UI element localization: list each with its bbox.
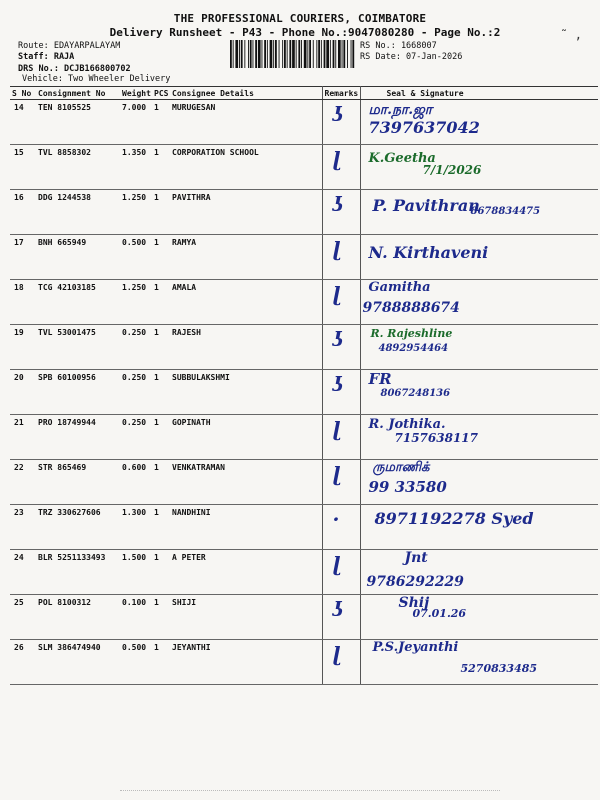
row-consignee: PAVITHRA — [170, 190, 322, 235]
row-consignee: SUBBULAKSHMI — [170, 370, 322, 415]
handwritten-signature: Jnt — [404, 550, 428, 566]
row-consignee: GOPINATH — [170, 415, 322, 460]
row-consignment-no: TVL 53001475 — [36, 325, 120, 370]
row-consignment-no: TVL 8858302 — [36, 145, 120, 190]
col-header-consignee: Consignee Details — [170, 87, 322, 100]
row-sno: 16 — [10, 190, 36, 235]
handwritten-note: 99 33580 — [368, 478, 447, 496]
handwritten-signature: Shij — [398, 595, 430, 611]
row-sno: 19 — [10, 325, 36, 370]
row-remarks — [322, 550, 360, 595]
row-remarks — [322, 190, 360, 235]
row-sno: 26 — [10, 640, 36, 685]
row-consignee: NANDHINI — [170, 505, 322, 550]
col-header-pcs: PCS — [154, 88, 169, 98]
row-sno: 24 — [10, 550, 36, 595]
table-row — [10, 235, 598, 280]
row-pcs: 1 — [152, 505, 170, 550]
row-consignment-no: POL 8100312 — [36, 595, 120, 640]
table-row — [10, 280, 598, 325]
handwritten-note: 8678834475 — [470, 206, 541, 217]
row-weight: 0.500 — [120, 235, 152, 280]
corner-tick-mark: ˜ , — [560, 28, 582, 42]
row-remarks — [322, 460, 360, 505]
remark-tick-mark: ʖ — [332, 327, 344, 351]
col-header-signature: Seal & Signature — [360, 87, 598, 100]
page-footer-line — [120, 790, 500, 797]
delivery-table — [10, 86, 598, 685]
col-header-sno: S No — [10, 87, 36, 100]
row-consignment-no: SLM 386474940 — [36, 640, 120, 685]
row-signature — [360, 640, 598, 685]
row-consignee: VENKATRAMAN — [170, 460, 322, 505]
rs-date: RS Date: 07-Jan-2026 — [360, 52, 463, 62]
staff-label: Staff: RAJA — [18, 52, 75, 62]
row-remarks — [322, 235, 360, 280]
row-remarks — [322, 100, 360, 145]
row-signature — [360, 280, 598, 325]
row-consignee: CORPORATION SCHOOL — [170, 145, 322, 190]
row-sno: 14 — [10, 100, 36, 145]
remark-tick-mark: ɭ — [332, 462, 341, 486]
row-remarks — [322, 325, 360, 370]
row-consignment-no: SPB 60100956 — [36, 370, 120, 415]
row-pcs: 1 — [152, 595, 170, 640]
handwritten-signature: K.Geetha — [368, 151, 436, 166]
remark-tick-mark: ʖ — [332, 192, 344, 216]
rs-number: RS No.: 1668007 — [360, 41, 437, 51]
row-consignee: MURUGESAN — [170, 100, 322, 145]
row-consignment-no: BLR 5251133493 — [36, 550, 120, 595]
handwritten-signature: 8971192278 Syed — [374, 509, 534, 528]
table-row — [10, 415, 598, 460]
handwritten-note: 7397637042 — [368, 118, 480, 137]
handwritten-note: 07.01.26 — [412, 607, 467, 620]
row-sno: 18 — [10, 280, 36, 325]
handwritten-signature: Gamitha — [368, 280, 431, 295]
row-sno: 17 — [10, 235, 36, 280]
row-consignee: RAJESH — [170, 325, 322, 370]
row-signature — [360, 325, 598, 370]
row-weight: 0.250 — [120, 415, 152, 460]
row-weight: 1.250 — [120, 280, 152, 325]
row-signature — [360, 460, 598, 505]
row-pcs: 1 — [152, 235, 170, 280]
remark-tick-mark: ɭ — [332, 282, 341, 306]
handwritten-note: 7/1/2026 — [422, 163, 482, 177]
row-consignment-no: PRO 18749944 — [36, 415, 120, 460]
table-row — [10, 550, 598, 595]
remark-tick-mark: ʖ — [332, 102, 344, 126]
row-weight: 1.300 — [120, 505, 152, 550]
row-pcs: 1 — [152, 370, 170, 415]
row-pcs: 1 — [152, 280, 170, 325]
handwritten-note: 4892954464 — [378, 343, 449, 354]
row-sno: 23 — [10, 505, 36, 550]
row-pcs: 1 — [152, 325, 170, 370]
route-label: Route: EDAYARPALAYAM — [18, 41, 121, 51]
handwritten-signature: P. Pavithran — [372, 196, 480, 215]
row-pcs: 1 — [152, 640, 170, 685]
company-title: THE PROFESSIONAL COURIERS, COIMBATORE — [173, 12, 427, 25]
row-pcs: 1 — [152, 190, 170, 235]
row-signature — [360, 235, 598, 280]
handwritten-signature: FR — [368, 370, 392, 388]
row-signature — [360, 100, 598, 145]
row-weight: 0.500 — [120, 640, 152, 685]
row-consignment-no: TCG 42103185 — [36, 280, 120, 325]
table-row — [10, 460, 598, 505]
remark-tick-mark: · — [332, 507, 340, 531]
handwritten-note: 5270833485 — [460, 662, 538, 675]
remark-tick-mark: ɭ — [332, 237, 341, 261]
remark-tick-mark: ɭ — [332, 147, 341, 171]
table-row — [10, 325, 598, 370]
table-row — [10, 640, 598, 685]
remark-tick-mark: ʖ — [332, 597, 344, 621]
table-header-row — [10, 87, 598, 100]
row-remarks — [322, 640, 360, 685]
row-remarks — [322, 505, 360, 550]
row-weight: 0.100 — [120, 595, 152, 640]
handwritten-note: 7157638117 — [394, 431, 478, 445]
row-sno: 22 — [10, 460, 36, 505]
table-row — [10, 190, 598, 235]
row-consignment-no: STR 865469 — [36, 460, 120, 505]
row-consignee: A PETER — [170, 550, 322, 595]
runsheet-subtitle: Delivery Runsheet - P43 - Phone No.:9047080280 - Page No.:2 — [109, 26, 501, 39]
row-consignee: AMALA — [170, 280, 322, 325]
handwritten-note: 9788888674 — [362, 300, 460, 316]
remark-tick-mark: ʖ — [332, 372, 344, 396]
vehicle-label: Vehicle: Two Wheeler Delivery — [22, 74, 171, 84]
row-pcs: 1 — [152, 460, 170, 505]
table-row — [10, 100, 598, 145]
row-remarks — [322, 595, 360, 640]
row-consignment-no: BNH 665949 — [36, 235, 120, 280]
row-consignment-no: DDG 1244538 — [36, 190, 120, 235]
handwritten-signature: N. Kirthaveni — [368, 243, 489, 262]
table-row — [10, 145, 598, 190]
row-signature — [360, 505, 598, 550]
table-row — [10, 370, 598, 415]
row-weight: 1.350 — [120, 145, 152, 190]
row-sno: 25 — [10, 595, 36, 640]
row-pcs: 1 — [152, 415, 170, 460]
row-weight: 0.250 — [120, 370, 152, 415]
row-signature — [360, 595, 598, 640]
row-weight: 0.250 — [120, 325, 152, 370]
row-signature — [360, 415, 598, 460]
col-header-remarks: Remarks — [322, 87, 360, 100]
table-row — [10, 505, 598, 550]
handwritten-note: 8067248136 — [380, 388, 451, 399]
remark-tick-mark: ɭ — [332, 552, 341, 576]
col-header-consignment: Consignment No — [36, 87, 120, 100]
row-weight: 1.500 — [120, 550, 152, 595]
handwritten-signature: P.S.Jeyanthi — [372, 640, 459, 655]
handwritten-signature: R. Rajeshline — [370, 327, 453, 340]
row-weight: 1.250 — [120, 190, 152, 235]
row-signature — [360, 550, 598, 595]
drs-number: DRS No.: DCJB166800702 — [18, 64, 131, 74]
handwritten-signature: R. Jothika. — [368, 417, 446, 432]
handwritten-signature: மா.நா.ஜா — [368, 102, 433, 118]
col-header-weight: Weight — [122, 88, 151, 98]
table-row — [10, 595, 598, 640]
row-remarks — [322, 145, 360, 190]
row-signature — [360, 370, 598, 415]
handwritten-signature: ருமாணிக் — [372, 460, 430, 475]
row-signature — [360, 145, 598, 190]
row-signature — [360, 190, 598, 235]
row-pcs: 1 — [152, 550, 170, 595]
row-pcs: 1 — [152, 100, 170, 145]
row-consignment-no: TRZ 330627606 — [36, 505, 120, 550]
row-remarks — [322, 415, 360, 460]
row-remarks — [322, 370, 360, 415]
row-consignee: SHIJI — [170, 595, 322, 640]
row-pcs: 1 — [152, 145, 170, 190]
row-consignment-no: TEN 8105525 — [36, 100, 120, 145]
row-consignee: JEYANTHI — [170, 640, 322, 685]
remark-tick-mark: ɭ — [332, 642, 341, 666]
row-weight: 7.000 — [120, 100, 152, 145]
row-consignee: RAMYA — [170, 235, 322, 280]
barcode-image — [230, 40, 356, 68]
row-sno: 15 — [10, 145, 36, 190]
row-sno: 21 — [10, 415, 36, 460]
handwritten-note: 9786292229 — [366, 574, 464, 590]
row-remarks — [322, 280, 360, 325]
row-sno: 20 — [10, 370, 36, 415]
remark-tick-mark: ɭ — [332, 417, 341, 441]
row-weight: 0.600 — [120, 460, 152, 505]
